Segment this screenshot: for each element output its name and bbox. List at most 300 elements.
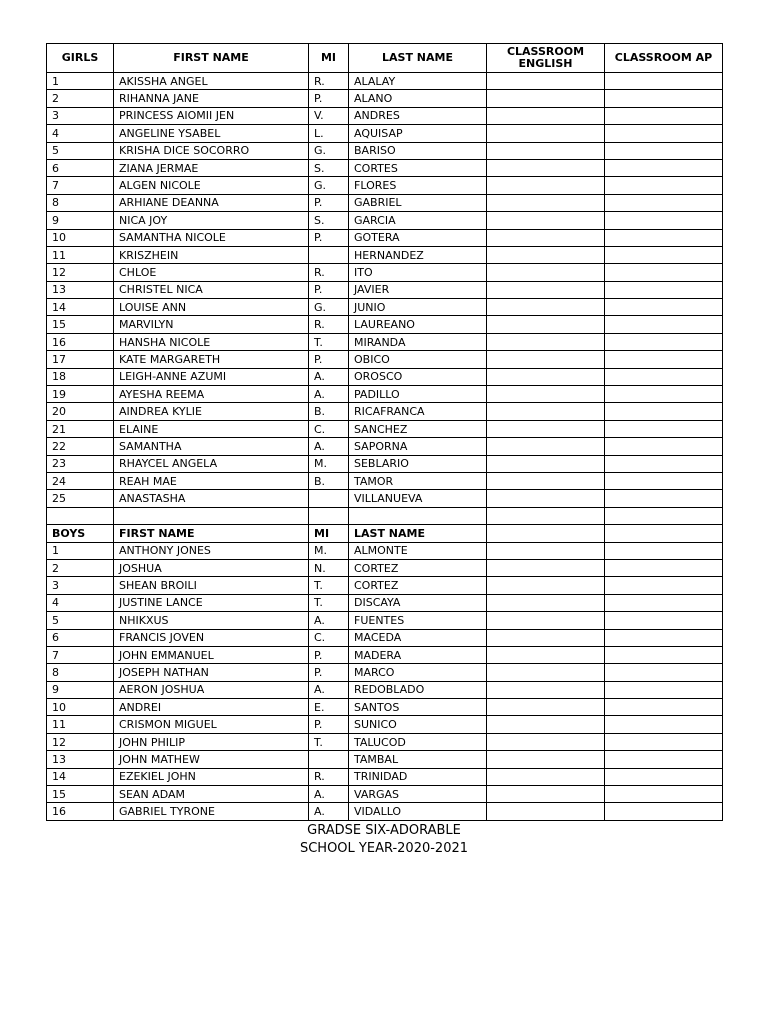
table-row	[47, 351, 723, 368]
classroom-english-cell	[487, 438, 605, 455]
first-name-cell: NHIKXUS	[114, 612, 309, 629]
table-cell	[349, 507, 487, 524]
classroom-ap-cell	[605, 125, 723, 142]
classroom-english-cell	[487, 559, 605, 576]
section-divider	[47, 507, 723, 542]
classroom-english-cell	[487, 177, 605, 194]
table-row	[47, 542, 723, 559]
middle-initial-cell: P.	[309, 194, 349, 211]
last-name-cell: PADILLO	[349, 386, 487, 403]
first-name-cell: ANASTASHA	[114, 490, 309, 507]
last-name-cell: RICAFRANCA	[349, 403, 487, 420]
first-name-cell: JUSTINE LANCE	[114, 594, 309, 611]
first-name-cell: ANGELINE YSABEL	[114, 125, 309, 142]
table-header-row	[47, 44, 723, 73]
first-name-cell: KRISHA DICE SOCORRO	[114, 142, 309, 159]
table-row	[47, 333, 723, 350]
middle-initial-cell: P.	[309, 664, 349, 681]
last-name-cell: FLORES	[349, 177, 487, 194]
last-name-cell: FUENTES	[349, 612, 487, 629]
classroom-english-cell	[487, 368, 605, 385]
header-boys-mi: MI	[309, 525, 349, 542]
classroom-english-cell	[487, 542, 605, 559]
classroom-english-cell	[487, 351, 605, 368]
student-number: 2	[47, 90, 114, 107]
classroom-ap-cell	[605, 542, 723, 559]
middle-initial-cell: T.	[309, 333, 349, 350]
table-row	[47, 264, 723, 281]
middle-initial-cell: V.	[309, 107, 349, 124]
student-number: 14	[47, 299, 114, 316]
middle-initial-cell: R.	[309, 316, 349, 333]
table-row	[47, 90, 723, 107]
classroom-ap-cell	[605, 299, 723, 316]
first-name-cell: AINDREA KYLIE	[114, 403, 309, 420]
student-number: 9	[47, 681, 114, 698]
student-number: 14	[47, 768, 114, 785]
student-number: 15	[47, 786, 114, 803]
middle-initial-cell: A.	[309, 368, 349, 385]
table-row	[47, 594, 723, 611]
classroom-ap-cell	[605, 142, 723, 159]
middle-initial-cell: C.	[309, 420, 349, 437]
last-name-cell: MARCO	[349, 664, 487, 681]
middle-initial-cell: S.	[309, 212, 349, 229]
table-row	[47, 299, 723, 316]
first-name-cell: ANTHONY JONES	[114, 542, 309, 559]
class-roster-table	[46, 43, 723, 821]
classroom-english-cell	[487, 699, 605, 716]
classroom-english-cell	[487, 194, 605, 211]
student-number: 13	[47, 751, 114, 768]
classroom-ap-cell	[605, 246, 723, 263]
classroom-ap-cell	[605, 73, 723, 90]
classroom-english-cell	[487, 594, 605, 611]
student-number: 11	[47, 246, 114, 263]
classroom-english-cell	[487, 612, 605, 629]
table-row	[47, 716, 723, 733]
table-row	[47, 107, 723, 124]
header-first-name: FIRST NAME	[114, 44, 309, 73]
first-name-cell: JOHN EMMANUEL	[114, 646, 309, 663]
middle-initial-cell: A.	[309, 612, 349, 629]
last-name-cell: VIDALLO	[349, 803, 487, 820]
student-number: 16	[47, 333, 114, 350]
classroom-english-cell	[487, 281, 605, 298]
student-number: 6	[47, 159, 114, 176]
table-row	[47, 629, 723, 646]
header-boys-first-name: FIRST NAME	[114, 525, 309, 542]
first-name-cell: ANDREI	[114, 699, 309, 716]
last-name-cell: MIRANDA	[349, 333, 487, 350]
last-name-cell: ITO	[349, 264, 487, 281]
girls-section	[47, 73, 723, 508]
classroom-english-cell	[487, 490, 605, 507]
last-name-cell: REDOBLADO	[349, 681, 487, 698]
table-row	[47, 455, 723, 472]
classroom-english-cell	[487, 733, 605, 750]
table-row	[47, 142, 723, 159]
classroom-english-cell	[487, 212, 605, 229]
last-name-cell: OROSCO	[349, 368, 487, 385]
classroom-english-cell	[487, 716, 605, 733]
student-number: 12	[47, 733, 114, 750]
header-boys-last-name: LAST NAME	[349, 525, 487, 542]
first-name-cell: JOHN PHILIP	[114, 733, 309, 750]
middle-initial-cell: N.	[309, 559, 349, 576]
classroom-ap-cell	[605, 629, 723, 646]
middle-initial-cell: A.	[309, 786, 349, 803]
classroom-english-cell	[487, 768, 605, 785]
table-row	[47, 786, 723, 803]
first-name-cell: NICA JOY	[114, 212, 309, 229]
classroom-ap-cell	[605, 681, 723, 698]
classroom-ap-cell	[605, 403, 723, 420]
classroom-ap-cell	[605, 107, 723, 124]
student-number: 4	[47, 594, 114, 611]
last-name-cell: VARGAS	[349, 786, 487, 803]
first-name-cell: SEAN ADAM	[114, 786, 309, 803]
first-name-cell: SHEAN BROILI	[114, 577, 309, 594]
middle-initial-cell: T.	[309, 733, 349, 750]
middle-initial-cell	[309, 246, 349, 263]
first-name-cell: FRANCIS JOVEN	[114, 629, 309, 646]
middle-initial-cell: G.	[309, 299, 349, 316]
table-row	[47, 733, 723, 750]
first-name-cell: AYESHA REEMA	[114, 386, 309, 403]
classroom-ap-cell	[605, 90, 723, 107]
first-name-cell: LEIGH-ANNE AZUMI	[114, 368, 309, 385]
last-name-cell: TALUCOD	[349, 733, 487, 750]
student-number: 4	[47, 125, 114, 142]
classroom-ap-cell	[605, 212, 723, 229]
first-name-cell: AKISSHA ANGEL	[114, 73, 309, 90]
classroom-english-cell	[487, 751, 605, 768]
classroom-ap-cell	[605, 612, 723, 629]
table-row	[47, 472, 723, 489]
last-name-cell: SAPORNA	[349, 438, 487, 455]
student-number: 3	[47, 577, 114, 594]
last-name-cell: SUNICO	[349, 716, 487, 733]
last-name-cell: VILLANUEVA	[349, 490, 487, 507]
student-number: 23	[47, 455, 114, 472]
table-row	[47, 751, 723, 768]
classroom-english-cell	[487, 264, 605, 281]
table-cell	[114, 507, 309, 524]
table-cell	[309, 507, 349, 524]
classroom-english-cell	[487, 299, 605, 316]
middle-initial-cell: R.	[309, 264, 349, 281]
middle-initial-cell: A.	[309, 438, 349, 455]
middle-initial-cell: P.	[309, 90, 349, 107]
first-name-cell: LOUISE ANN	[114, 299, 309, 316]
table-cell	[47, 507, 114, 524]
student-number: 8	[47, 194, 114, 211]
first-name-cell: JOSEPH NATHAN	[114, 664, 309, 681]
last-name-cell: CORTEZ	[349, 559, 487, 576]
middle-initial-cell: R.	[309, 73, 349, 90]
first-name-cell: PRINCESS AIOMII JEN	[114, 107, 309, 124]
classroom-english-cell	[487, 229, 605, 246]
classroom-ap-cell	[605, 194, 723, 211]
middle-initial-cell: T.	[309, 594, 349, 611]
classroom-english-cell	[487, 107, 605, 124]
student-number: 9	[47, 212, 114, 229]
classroom-ap-cell	[605, 455, 723, 472]
table-row	[47, 73, 723, 90]
table-row	[47, 403, 723, 420]
table-row	[47, 177, 723, 194]
middle-initial-cell: E.	[309, 699, 349, 716]
first-name-cell: MARVILYN	[114, 316, 309, 333]
middle-initial-cell: A.	[309, 681, 349, 698]
classroom-ap-cell	[605, 368, 723, 385]
table-cell	[487, 525, 605, 542]
classroom-english-cell	[487, 472, 605, 489]
classroom-english-cell	[487, 786, 605, 803]
first-name-cell: SAMANTHA NICOLE	[114, 229, 309, 246]
middle-initial-cell	[309, 490, 349, 507]
classroom-ap-cell	[605, 316, 723, 333]
header-last-name: LAST NAME	[349, 44, 487, 73]
class-section-title: GRADSE SIX-ADORABLE	[307, 823, 461, 838]
student-number: 12	[47, 264, 114, 281]
table-row	[47, 490, 723, 507]
classroom-ap-cell	[605, 177, 723, 194]
classroom-ap-cell	[605, 472, 723, 489]
student-number: 3	[47, 107, 114, 124]
classroom-ap-cell	[605, 664, 723, 681]
classroom-ap-cell	[605, 646, 723, 663]
classroom-english-cell	[487, 629, 605, 646]
last-name-cell: JUNIO	[349, 299, 487, 316]
classroom-english-cell	[487, 246, 605, 263]
student-number: 5	[47, 612, 114, 629]
student-number: 5	[47, 142, 114, 159]
student-number: 22	[47, 438, 114, 455]
student-number: 18	[47, 368, 114, 385]
classroom-english-cell	[487, 316, 605, 333]
student-number: 2	[47, 559, 114, 576]
header-girls: GIRLS	[47, 44, 114, 73]
student-number: 8	[47, 664, 114, 681]
table-row	[47, 768, 723, 785]
first-name-cell: SAMANTHA	[114, 438, 309, 455]
classroom-english-cell	[487, 142, 605, 159]
last-name-cell: ALMONTE	[349, 542, 487, 559]
last-name-cell: ANDRES	[349, 107, 487, 124]
table-row	[47, 438, 723, 455]
last-name-cell: SANTOS	[349, 699, 487, 716]
classroom-english-cell	[487, 125, 605, 142]
classroom-ap-cell	[605, 768, 723, 785]
student-number: 10	[47, 229, 114, 246]
middle-initial-cell: L.	[309, 125, 349, 142]
classroom-english-cell	[487, 159, 605, 176]
table-cell	[487, 507, 605, 524]
first-name-cell: KATE MARGARETH	[114, 351, 309, 368]
boys-header-row	[47, 525, 723, 542]
spacer-row	[47, 507, 723, 524]
student-number: 25	[47, 490, 114, 507]
last-name-cell: ALALAY	[349, 73, 487, 90]
middle-initial-cell: M.	[309, 455, 349, 472]
classroom-english-cell	[487, 420, 605, 437]
student-number: 7	[47, 177, 114, 194]
first-name-cell: JOHN MATHEW	[114, 751, 309, 768]
first-name-cell: ARHIANE DEANNA	[114, 194, 309, 211]
first-name-cell: REAH MAE	[114, 472, 309, 489]
first-name-cell: ZIANA JERMAE	[114, 159, 309, 176]
middle-initial-cell: P.	[309, 229, 349, 246]
student-number: 15	[47, 316, 114, 333]
first-name-cell: RIHANNA JANE	[114, 90, 309, 107]
middle-initial-cell: P.	[309, 646, 349, 663]
student-number: 20	[47, 403, 114, 420]
classroom-ap-cell	[605, 699, 723, 716]
table-row	[47, 125, 723, 142]
student-number: 21	[47, 420, 114, 437]
last-name-cell: CORTES	[349, 159, 487, 176]
table-row	[47, 386, 723, 403]
middle-initial-cell: M.	[309, 542, 349, 559]
table-row	[47, 612, 723, 629]
classroom-ap-cell	[605, 333, 723, 350]
first-name-cell: HANSHA NICOLE	[114, 333, 309, 350]
first-name-cell: CHRISTEL NICA	[114, 281, 309, 298]
classroom-english-cell	[487, 403, 605, 420]
student-number: 1	[47, 542, 114, 559]
first-name-cell: AERON JOSHUA	[114, 681, 309, 698]
table-row	[47, 577, 723, 594]
first-name-cell: EZEKIEL JOHN	[114, 768, 309, 785]
middle-initial-cell: G.	[309, 142, 349, 159]
student-number: 16	[47, 803, 114, 820]
middle-initial-cell: P.	[309, 351, 349, 368]
last-name-cell: MADERA	[349, 646, 487, 663]
last-name-cell: OBICO	[349, 351, 487, 368]
first-name-cell: CRISMON MIGUEL	[114, 716, 309, 733]
classroom-ap-cell	[605, 594, 723, 611]
student-number: 1	[47, 73, 114, 90]
table-row	[47, 246, 723, 263]
middle-initial-cell: C.	[309, 629, 349, 646]
classroom-english-cell	[487, 803, 605, 820]
classroom-ap-cell	[605, 438, 723, 455]
first-name-cell: JOSHUA	[114, 559, 309, 576]
student-number: 6	[47, 629, 114, 646]
classroom-english-cell	[487, 664, 605, 681]
classroom-english-cell	[487, 577, 605, 594]
last-name-cell: BARISO	[349, 142, 487, 159]
classroom-ap-cell	[605, 716, 723, 733]
classroom-english-cell	[487, 90, 605, 107]
middle-initial-cell: P.	[309, 716, 349, 733]
last-name-cell: GOTERA	[349, 229, 487, 246]
last-name-cell: JAVIER	[349, 281, 487, 298]
student-number: 13	[47, 281, 114, 298]
middle-initial-cell: T.	[309, 577, 349, 594]
middle-initial-cell: G.	[309, 177, 349, 194]
classroom-ap-cell	[605, 577, 723, 594]
table-cell	[605, 507, 723, 524]
classroom-ap-cell	[605, 281, 723, 298]
middle-initial-cell: P.	[309, 281, 349, 298]
last-name-cell: TAMOR	[349, 472, 487, 489]
header-classroom-ap: CLASSROOM AP	[605, 44, 723, 73]
classroom-english-cell	[487, 681, 605, 698]
header-mi: MI	[309, 44, 349, 73]
last-name-cell: LAUREANO	[349, 316, 487, 333]
last-name-cell: SEBLARIO	[349, 455, 487, 472]
last-name-cell: TRINIDAD	[349, 768, 487, 785]
table-row	[47, 194, 723, 211]
last-name-cell: HERNANDEZ	[349, 246, 487, 263]
student-number: 17	[47, 351, 114, 368]
classroom-ap-cell	[605, 386, 723, 403]
last-name-cell: AQUISAP	[349, 125, 487, 142]
first-name-cell: CHLOE	[114, 264, 309, 281]
last-name-cell: MACEDA	[349, 629, 487, 646]
first-name-cell: KRISZHEIN	[114, 246, 309, 263]
student-number: 11	[47, 716, 114, 733]
middle-initial-cell: B.	[309, 472, 349, 489]
table-row	[47, 699, 723, 716]
last-name-cell: CORTEZ	[349, 577, 487, 594]
classroom-ap-cell	[605, 490, 723, 507]
table-row	[47, 229, 723, 246]
middle-initial-cell	[309, 751, 349, 768]
student-number: 24	[47, 472, 114, 489]
table-row	[47, 681, 723, 698]
classroom-ap-cell	[605, 264, 723, 281]
table-row	[47, 368, 723, 385]
classroom-ap-cell	[605, 159, 723, 176]
table-row	[47, 159, 723, 176]
middle-initial-cell: R.	[309, 768, 349, 785]
table-row	[47, 212, 723, 229]
boys-section	[47, 542, 723, 820]
middle-initial-cell: S.	[309, 159, 349, 176]
table-row	[47, 316, 723, 333]
classroom-english-cell	[487, 455, 605, 472]
last-name-cell: GARCIA	[349, 212, 487, 229]
classroom-ap-cell	[605, 559, 723, 576]
middle-initial-cell: A.	[309, 386, 349, 403]
header-boys: BOYS	[47, 525, 114, 542]
classroom-ap-cell	[605, 786, 723, 803]
classroom-english-cell	[487, 646, 605, 663]
student-number: 19	[47, 386, 114, 403]
table-row	[47, 803, 723, 820]
middle-initial-cell: A.	[309, 803, 349, 820]
last-name-cell: SANCHEZ	[349, 420, 487, 437]
table-row	[47, 420, 723, 437]
classroom-english-cell	[487, 73, 605, 90]
classroom-ap-cell	[605, 229, 723, 246]
table-row	[47, 664, 723, 681]
last-name-cell: GABRIEL	[349, 194, 487, 211]
table-cell	[605, 525, 723, 542]
student-number: 10	[47, 699, 114, 716]
first-name-cell: ALGEN NICOLE	[114, 177, 309, 194]
student-number: 7	[47, 646, 114, 663]
first-name-cell: RHAYCEL ANGELA	[114, 455, 309, 472]
classroom-ap-cell	[605, 420, 723, 437]
classroom-ap-cell	[605, 803, 723, 820]
table-row	[47, 646, 723, 663]
classroom-english-cell	[487, 386, 605, 403]
